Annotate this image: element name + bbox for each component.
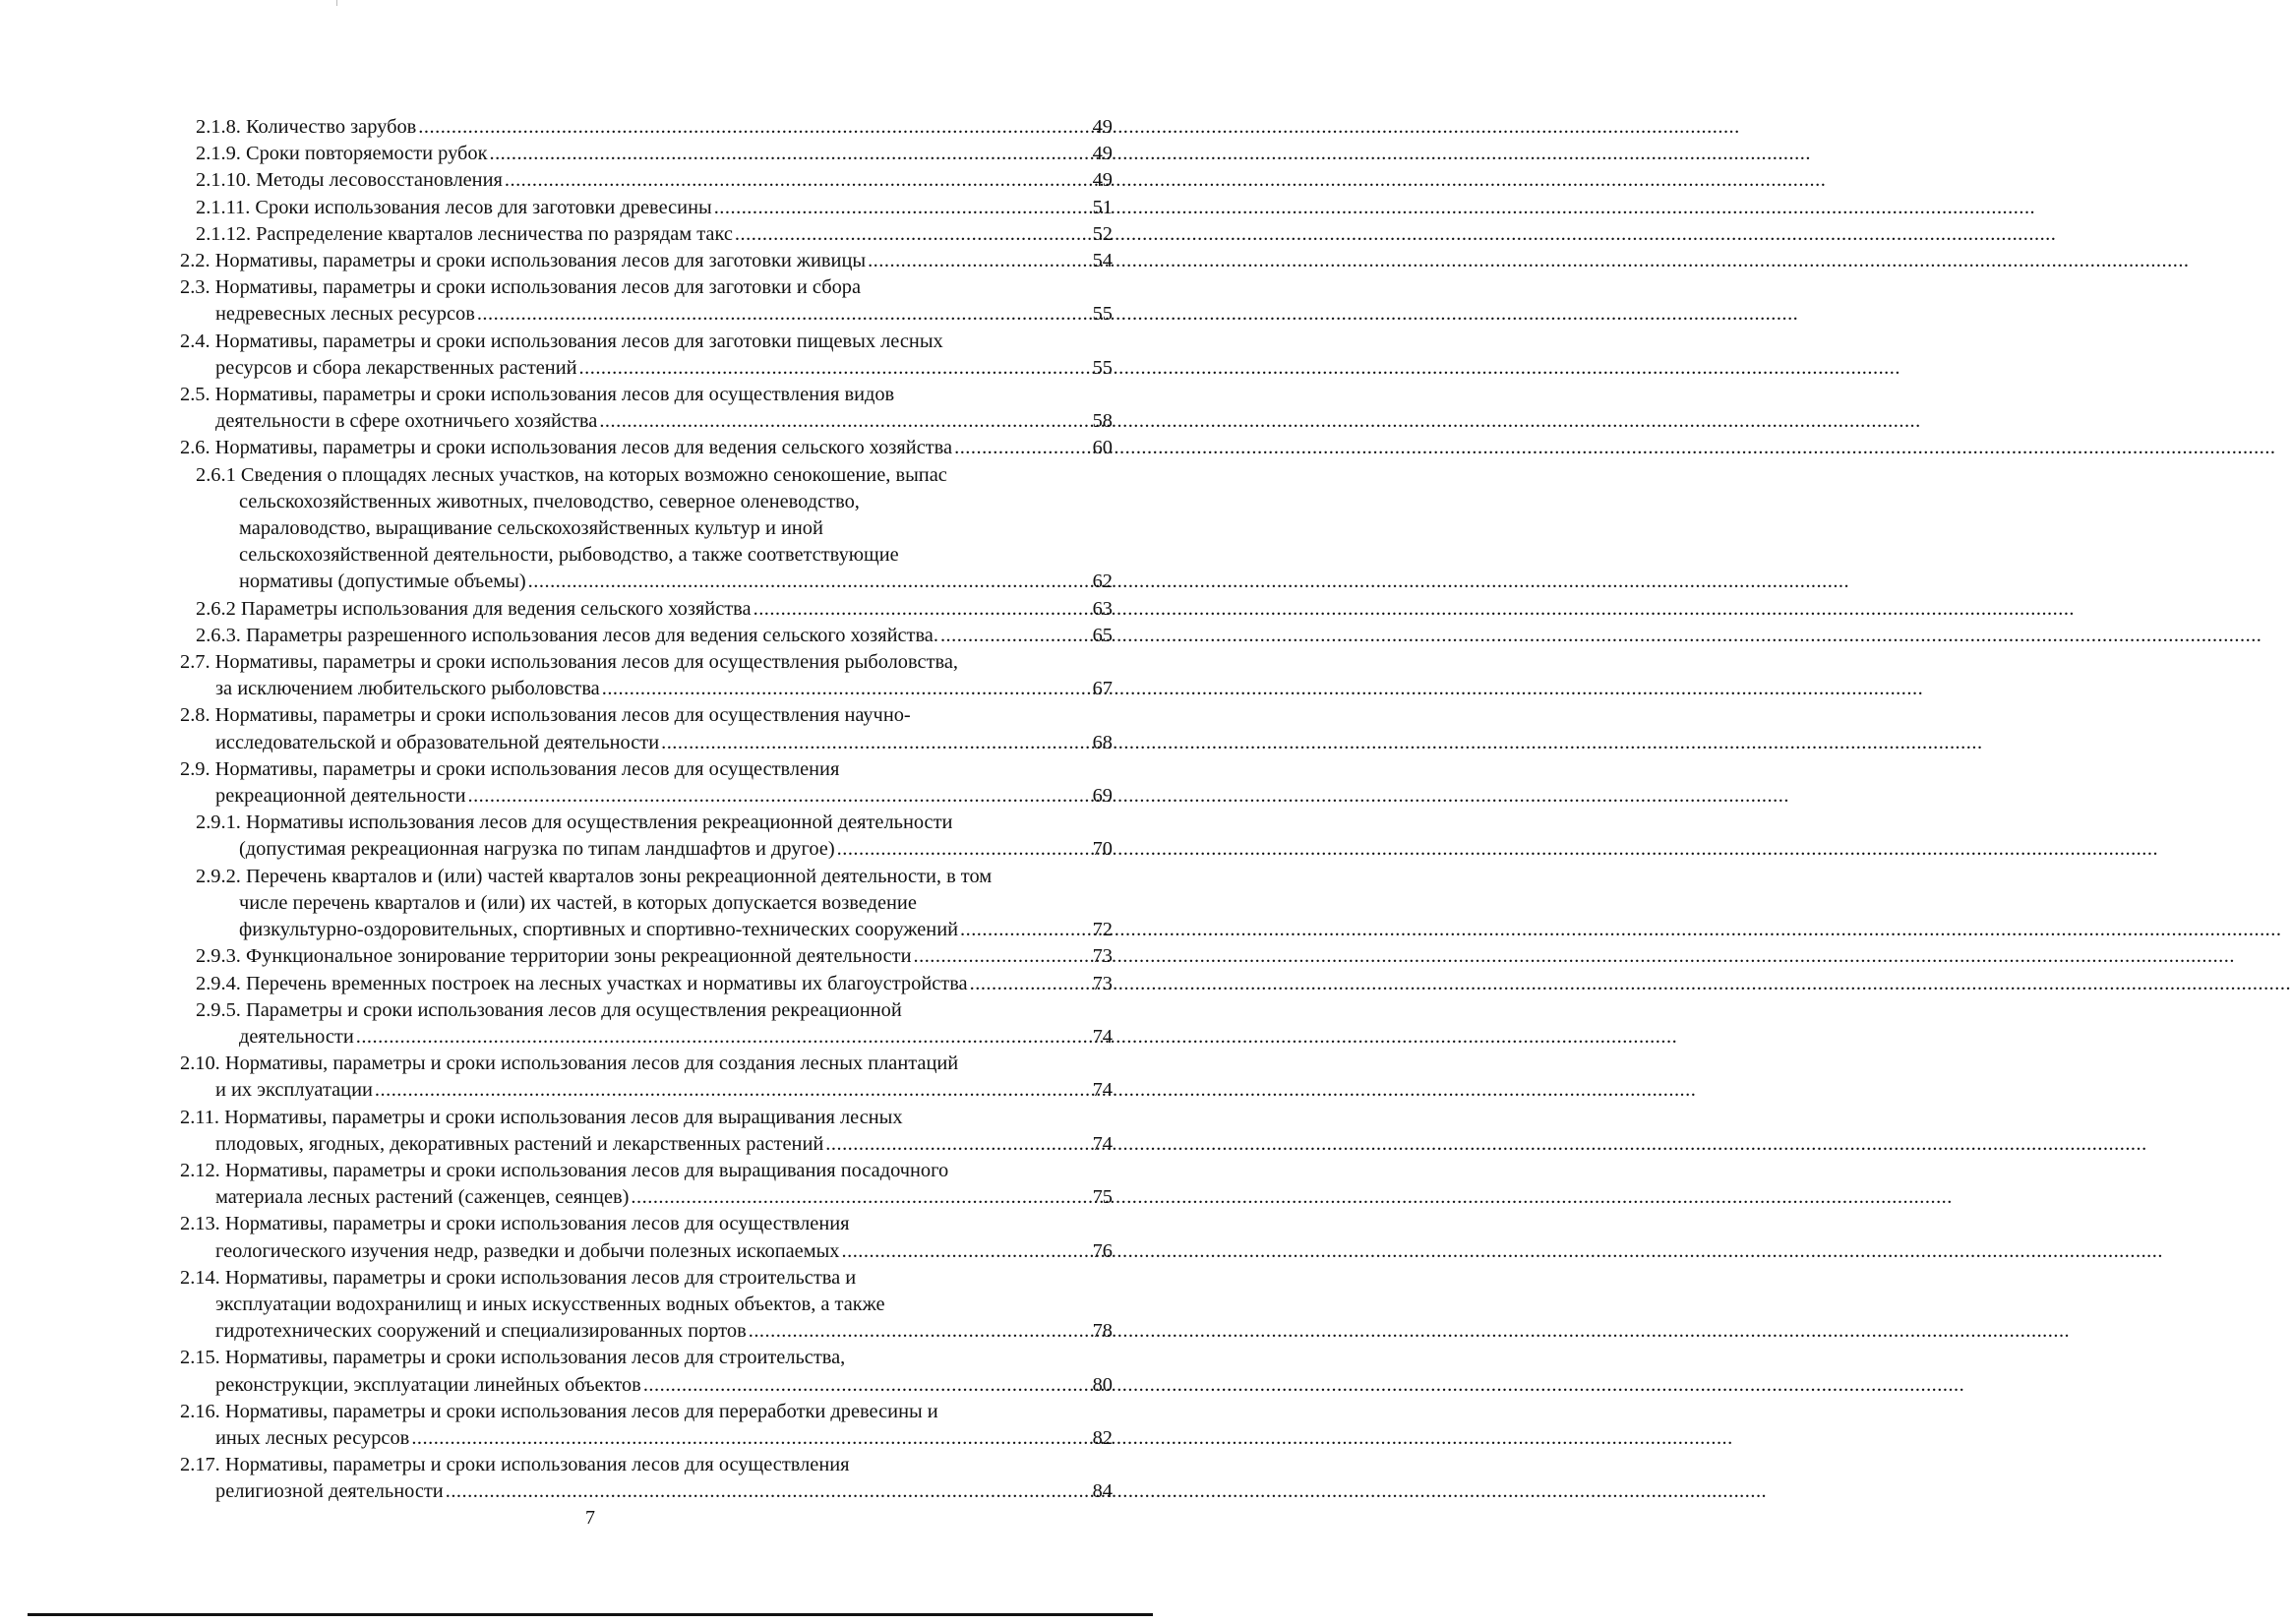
toc-entry-line: мараловодство, выращивание сельскохозяйственных культур и иной (239, 517, 823, 540)
toc-entry-title: материала лесных растений (саженцев, сеянцев) (215, 1186, 630, 1209)
toc-entry-line: сельскохозяйственной деятельности, рыбоводство, а также соответствующие (239, 544, 899, 567)
toc-entry-line: эксплуатации водохранилищ и иных искусственных водных объектов, а также (215, 1293, 885, 1315)
toc-entry[interactable] (180, 382, 1113, 435)
dot-leader (914, 943, 1091, 970)
dot-leader (661, 730, 1091, 756)
dot-leader (825, 1131, 1090, 1158)
toc-entry[interactable] (180, 167, 1113, 194)
toc-page-ref: 73 (1092, 972, 1113, 994)
toc-entry[interactable] (180, 702, 1113, 755)
toc-entry[interactable] (180, 114, 1113, 141)
toc-entry-line: 2.3. Нормативы, параметры и сроки использования лесов для заготовки и сбора (180, 276, 862, 299)
toc-entry[interactable] (180, 997, 1113, 1051)
toc-page-ref: 63 (1092, 597, 1113, 620)
toc-entry[interactable] (180, 1452, 1113, 1505)
toc-page-ref: 55 (1092, 356, 1113, 379)
dot-leader (467, 783, 1090, 810)
dot-leader (954, 435, 1091, 461)
toc-entry-title: рекреационной деятельности (215, 785, 466, 808)
toc-entry[interactable] (180, 462, 1113, 596)
toc-page-ref: 49 (1092, 169, 1113, 192)
toc-entry-title: религиозной деятельности (215, 1480, 444, 1503)
toc-page-ref: 55 (1092, 303, 1113, 326)
scan-artifact (336, 0, 337, 6)
toc-page-ref: 62 (1092, 571, 1113, 593)
toc-entry-line: 2.15. Нормативы, параметры и сроки использования лесов для строительства, (180, 1347, 846, 1369)
toc-page-ref: 74 (1092, 1025, 1113, 1048)
toc-page-ref: 74 (1092, 1079, 1113, 1102)
table-of-contents (180, 114, 1113, 1506)
toc-entry-title: исследовательской и образовательной деятельности (215, 731, 660, 753)
toc-page-ref: 65 (1092, 624, 1113, 646)
dot-leader (418, 114, 1090, 141)
dot-leader (735, 221, 1091, 248)
toc-entry[interactable] (180, 1051, 1113, 1104)
toc-entry[interactable] (180, 971, 1113, 997)
toc-entry[interactable] (180, 141, 1113, 167)
toc-entry[interactable] (180, 864, 1113, 944)
toc-entry-title: 2.6.3. Параметры разрешенного использования лесов для ведения сельского хозяйства. (196, 624, 938, 646)
toc-page-ref: 52 (1092, 222, 1113, 245)
dot-leader (446, 1478, 1091, 1505)
toc-page-ref: 67 (1092, 678, 1113, 700)
toc-entry[interactable] (180, 329, 1113, 382)
toc-page-ref: 76 (1092, 1239, 1113, 1262)
toc-entry-title: 2.2. Нормативы, параметры и сроки использования лесов для заготовки живицы (180, 250, 867, 272)
toc-entry-title: 2.6.2 Параметры использования для ведения сельского хозяйства (196, 597, 752, 620)
toc-entry[interactable] (180, 623, 1113, 649)
toc-entry-title: нормативы (допустимые объемы) (239, 571, 526, 593)
toc-entry-title: деятельности (239, 1025, 354, 1048)
toc-page-ref: 74 (1092, 1132, 1113, 1155)
dot-leader (868, 248, 1091, 274)
toc-entry-line: 2.5. Нормативы, параметры и сроки использования лесов для осуществления видов (180, 384, 895, 406)
toc-entry-title: геологического изучения недр, разведки и добычи полезных ископаемых (215, 1239, 840, 1262)
toc-entry-title: 2.6. Нормативы, параметры и сроки использования лесов для ведения сельского хозяйства (180, 437, 953, 459)
toc-entry-title: плодовых, ягодных, декоративных растений и лекарственных растений (215, 1132, 824, 1155)
dot-leader (714, 195, 1091, 221)
toc-page-ref: 82 (1092, 1426, 1113, 1449)
toc-page-ref: 80 (1092, 1373, 1113, 1396)
toc-entry-line: 2.9.1. Нормативы использования лесов для осуществления рекреационной деятельности (196, 812, 953, 834)
toc-page-ref: 70 (1092, 838, 1113, 861)
toc-entry-title: реконструкции, эксплуатации линейных объектов (215, 1373, 641, 1396)
toc-entry[interactable] (180, 943, 1113, 970)
toc-entry-line: 2.6.1 Сведения о площадях лесных участков, на которых возможно сенокошение, выпас (196, 463, 947, 486)
toc-entry-title: недревесных лесных ресурсов (215, 303, 475, 326)
toc-entry[interactable] (180, 756, 1113, 810)
toc-page-ref: 60 (1092, 437, 1113, 459)
toc-entry-line: 2.14. Нормативы, параметры и сроки использования лесов для строительства и (180, 1266, 857, 1289)
toc-entry-title: за исключением любительского рыболовства (215, 678, 600, 700)
toc-entry[interactable] (180, 1158, 1113, 1211)
toc-entry-title: 2.9.4. Перечень временных построек на лесных участках и нормативы их благоустройства (196, 972, 968, 994)
toc-entry[interactable] (180, 195, 1113, 221)
toc-page-ref: 73 (1092, 945, 1113, 968)
toc-entry-title: 2.1.10. Методы лесовосстановления (196, 169, 503, 192)
toc-entry-line: 2.8. Нормативы, параметры и сроки использования лесов для осуществления научно- (180, 704, 911, 727)
dot-leader (528, 569, 1091, 595)
dot-leader (375, 1077, 1091, 1104)
toc-page-ref: 49 (1092, 143, 1113, 165)
dot-leader (643, 1372, 1091, 1399)
toc-entry[interactable] (180, 649, 1113, 702)
toc-entry-line: 2.4. Нормативы, параметры и сроки использования лесов для заготовки пищевых лесных (180, 330, 943, 352)
toc-entry-line: 2.12. Нормативы, параметры и сроки использования лесов для выращивания посадочного (180, 1159, 949, 1181)
toc-entry-title: 2.9.3. Функциональное зонирование территории зоны рекреационной деятельности (196, 945, 912, 968)
toc-entry[interactable] (180, 1345, 1113, 1398)
toc-entry-line: сельскохозяйственных животных, пчеловодство, северное оленеводство, (239, 490, 860, 512)
toc-entry-line: 2.7. Нормативы, параметры и сроки использования лесов для осуществления рыболовства, (180, 651, 958, 674)
toc-entry[interactable] (180, 596, 1113, 623)
toc-entry[interactable] (180, 1211, 1113, 1264)
toc-entry-line: 2.9.5. Параметры и сроки использования лесов для осуществления рекреационной (196, 998, 902, 1021)
toc-entry-title: физкультурно-оздоровительных, спортивных и спортивно-технических сооружений (239, 919, 959, 941)
dot-leader (505, 167, 1091, 194)
toc-page-ref: 72 (1092, 919, 1113, 941)
toc-entry[interactable] (180, 810, 1113, 863)
toc-entry-title: 2.1.12. Распределение кварталов лесничества по разрядам такс (196, 222, 733, 245)
dot-leader (356, 1024, 1091, 1051)
toc-entry-title: 2.1.11. Сроки использования лесов для заготовки древесины (196, 196, 712, 218)
dot-leader (837, 836, 1091, 863)
dot-leader (960, 917, 1091, 943)
dot-leader (754, 596, 1091, 623)
dot-leader (749, 1318, 1091, 1345)
toc-entry-line: 2.17. Нормативы, параметры и сроки использования лесов для осуществления (180, 1454, 850, 1476)
toc-entry-title: и их эксплуатации (215, 1079, 373, 1102)
dot-leader (631, 1184, 1090, 1211)
toc-page-ref: 75 (1092, 1186, 1113, 1209)
toc-entry-title: иных лесных ресурсов (215, 1426, 410, 1449)
toc-entry[interactable] (180, 221, 1113, 248)
toc-entry-line: 2.11. Нормативы, параметры и сроки использования лесов для выращивания лесных (180, 1106, 903, 1128)
toc-entry-line: 2.10. Нормативы, параметры и сроки использования лесов для создания лесных плантаций (180, 1053, 959, 1075)
toc-entry-line: 2.9. Нормативы, параметры и сроки использования лесов для осуществления (180, 757, 840, 780)
toc-entry-line: числе перечень кварталов и (или) их частей, в которых допускается возведение (239, 891, 917, 914)
toc-page-ref: 84 (1092, 1480, 1113, 1503)
toc-page-ref: 58 (1092, 410, 1113, 433)
toc-entry[interactable] (180, 435, 1113, 461)
dot-leader (842, 1238, 1091, 1265)
toc-entry-title: 2.1.8. Количество зарубов (196, 116, 417, 138)
toc-entry-title: деятельности в сфере охотничьего хозяйства (215, 410, 598, 433)
dot-leader (940, 623, 1091, 649)
toc-entry[interactable] (180, 274, 1113, 328)
dot-leader (579, 355, 1091, 382)
toc-page-ref: 49 (1092, 116, 1113, 138)
toc-page-ref: 51 (1092, 196, 1113, 218)
dot-leader (489, 141, 1090, 167)
dot-leader (602, 676, 1091, 702)
toc-page-ref: 68 (1092, 731, 1113, 753)
toc-entry-title: гидротехнических сооружений и специализированных портов (215, 1320, 747, 1343)
toc-entry-title: 2.1.9. Сроки повторяемости рубок (196, 143, 488, 165)
dot-leader (477, 301, 1091, 328)
toc-entry[interactable] (180, 248, 1113, 274)
toc-entry[interactable] (180, 1399, 1113, 1452)
bottom-rule (28, 1613, 1153, 1616)
toc-page-ref: 78 (1092, 1320, 1113, 1343)
dot-leader (599, 408, 1090, 435)
toc-page-ref: 69 (1092, 785, 1113, 808)
dot-leader (411, 1425, 1090, 1452)
toc-page-ref: 54 (1092, 250, 1113, 272)
toc-entry-line: 2.13. Нормативы, параметры и сроки использования лесов для осуществления (180, 1213, 850, 1235)
toc-entry[interactable] (180, 1265, 1113, 1346)
toc-entry-title: ресурсов и сбора лекарственных растений (215, 356, 577, 379)
toc-entry-line: 2.9.2. Перечень кварталов и (или) частей кварталов зоны рекреационной деятельности, в том (196, 865, 993, 887)
dot-leader (970, 971, 1091, 997)
toc-entry-title: (допустимая рекреационная нагрузка по типам ландшафтов и другое) (239, 838, 835, 861)
toc-entry[interactable] (180, 1105, 1113, 1158)
page-number: 7 (585, 1507, 595, 1529)
toc-entry-line: 2.16. Нормативы, параметры и сроки использования лесов для переработки древесины и (180, 1400, 938, 1422)
